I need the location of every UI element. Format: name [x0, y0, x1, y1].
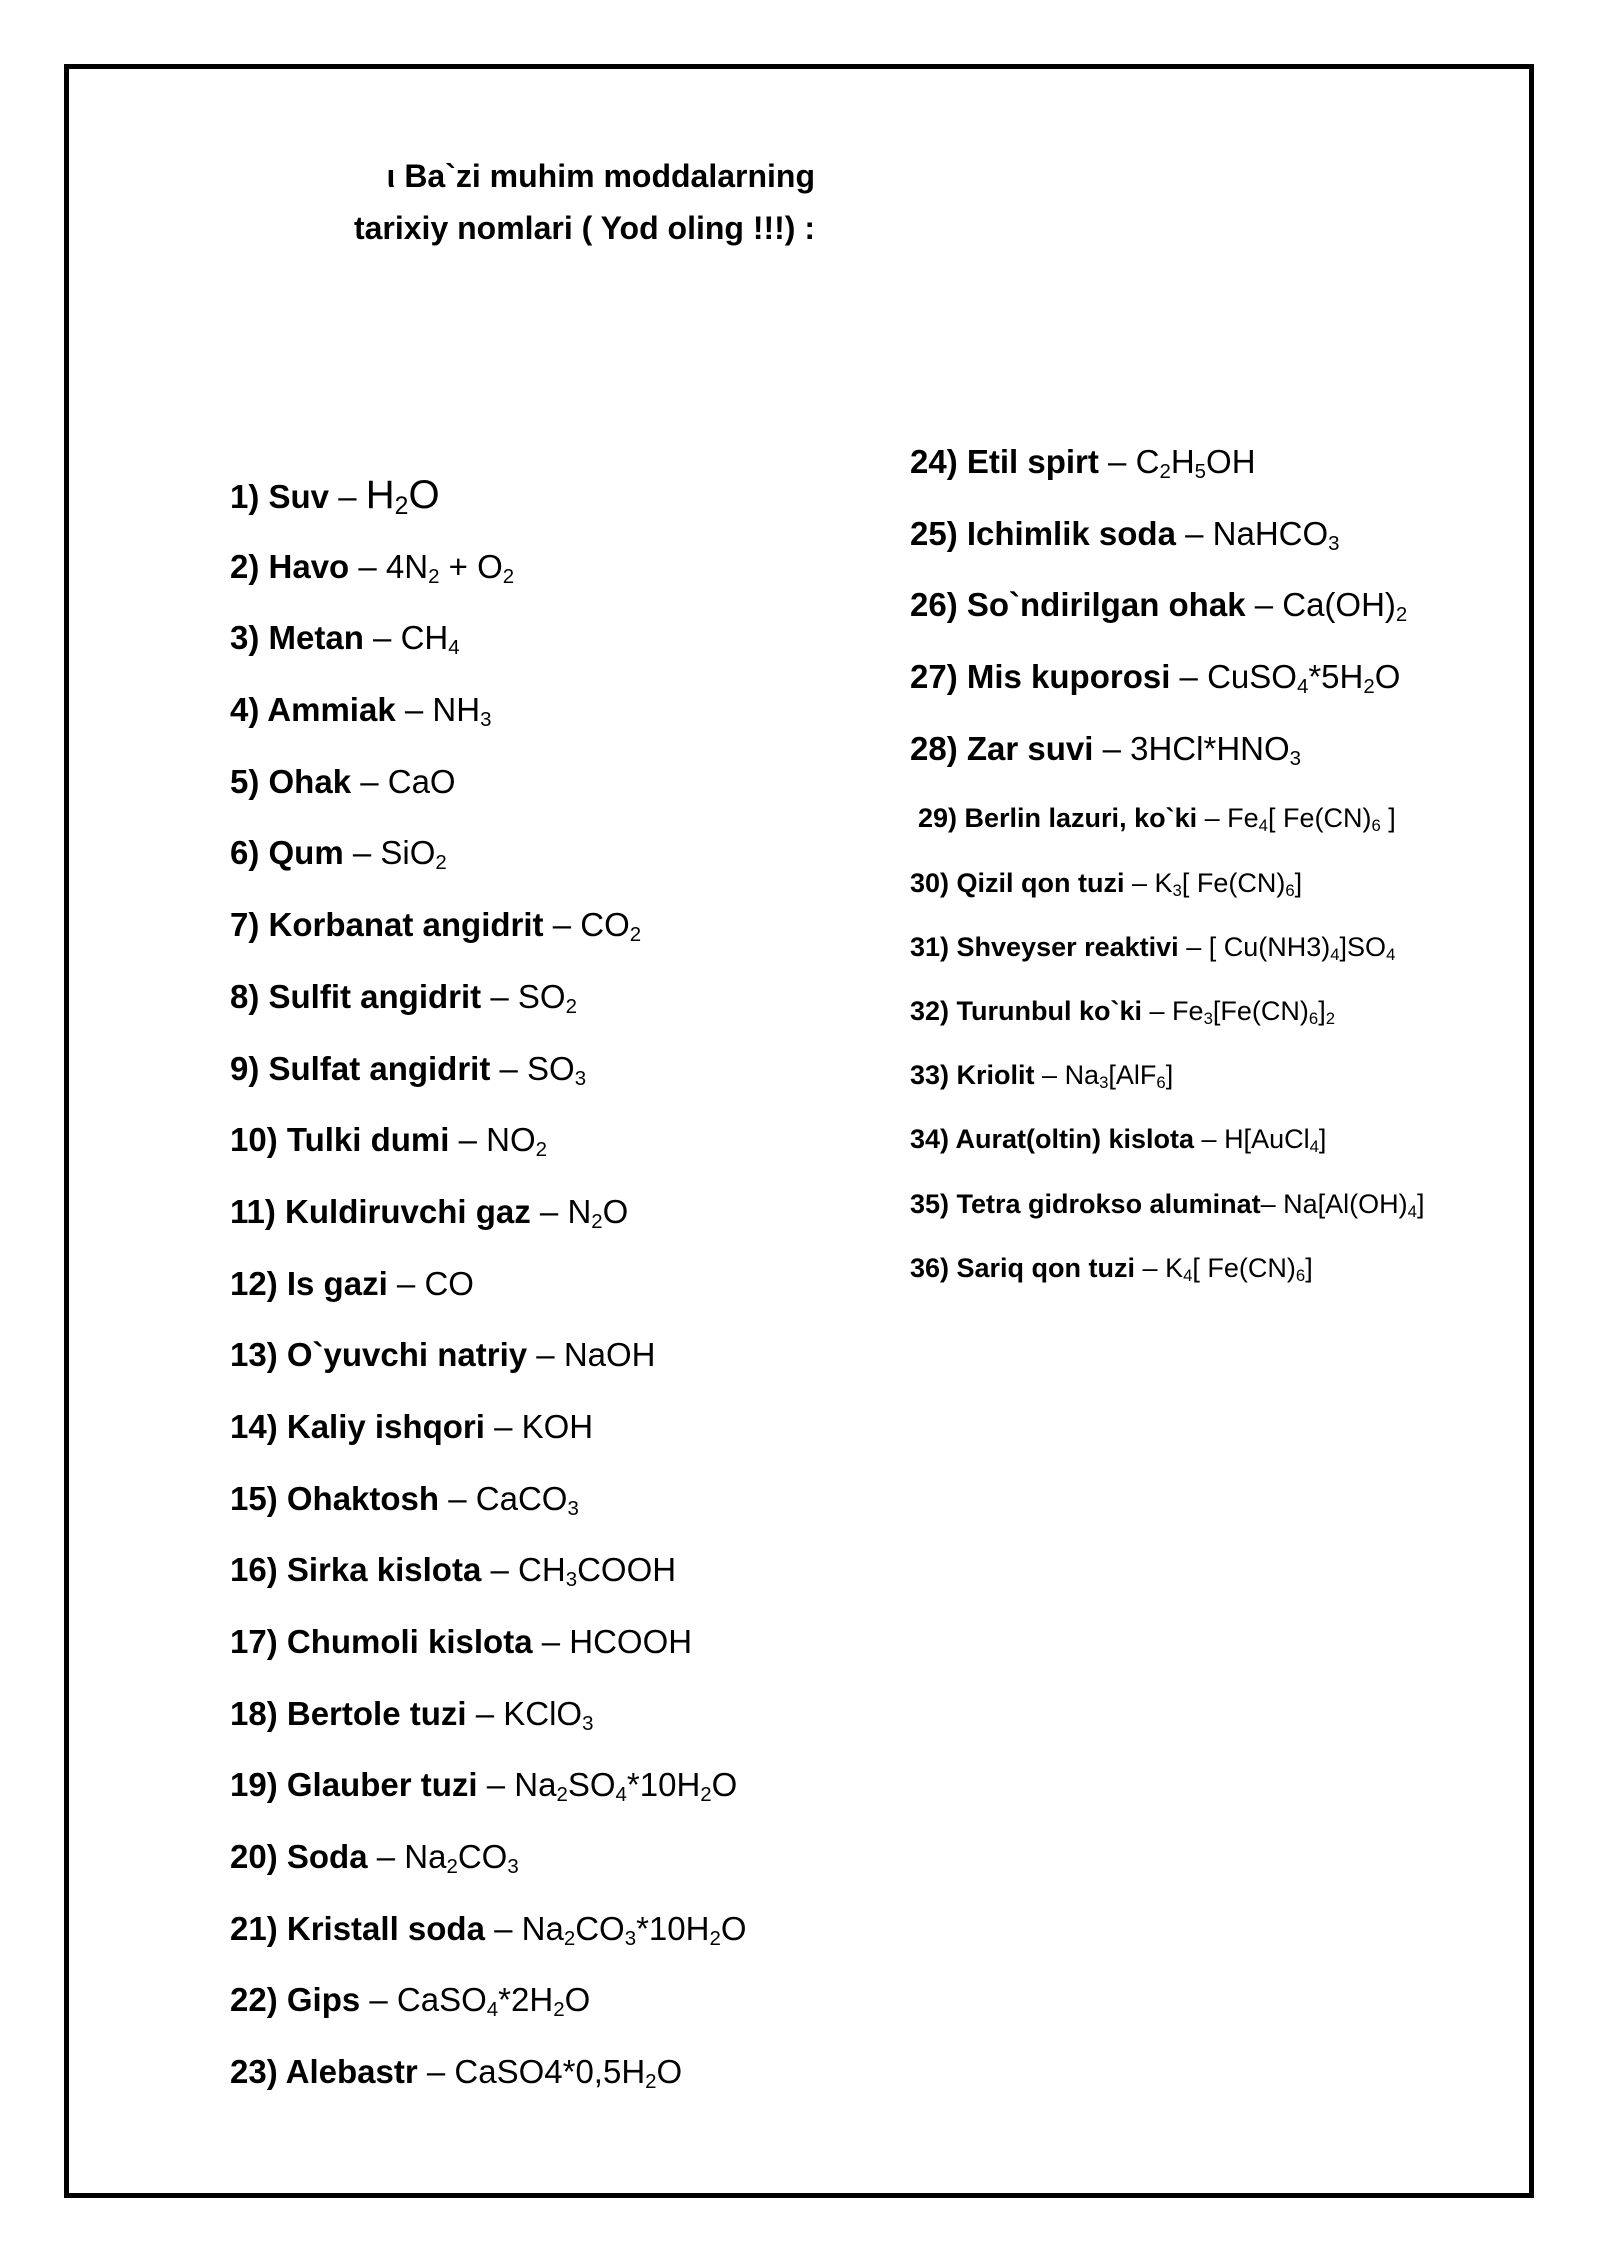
separator-dash: – — [530, 1192, 568, 1230]
chemical-formula: $CaSO_4*2H_2O$ — [396, 1981, 591, 2022]
list-item — [910, 983, 1424, 1047]
separator-dash: – — [329, 478, 366, 515]
chemical-formula: $NH_3$ — [432, 691, 492, 732]
substance-name: 3) Metan — [230, 619, 364, 657]
chemical-formula: $SO_2$ — [517, 977, 577, 1018]
substance-name: 2) Havo — [230, 547, 350, 585]
list-item — [230, 1899, 747, 1971]
list-item — [910, 647, 1424, 719]
separator-dash: – — [1142, 996, 1173, 1026]
chemical-formula: KOH — [521, 1407, 594, 1445]
chemical-formula: $CH_4$ — [400, 619, 460, 660]
separator-dash: – — [351, 762, 388, 800]
substance-name: 17) Chumoli kislota — [230, 1623, 533, 1660]
right-column-list — [910, 432, 1424, 1304]
chemical-formula: $3HCl*HNO_3$ — [1130, 729, 1302, 770]
chemical-formula: SiO$_2$ — [380, 834, 447, 875]
chemical-formula: CaO — [387, 762, 456, 800]
separator-dash: – — [1197, 803, 1228, 834]
separator-dash: – — [1175, 514, 1213, 552]
substance-name: 16) Sirka kislota — [230, 1551, 482, 1589]
chemical-formula: CO — [424, 1264, 474, 1302]
chemical-formula: $K_4$[ $Fe(CN)_6$] — [1165, 1252, 1313, 1285]
substance-name: 35) Tetra gidrokso aluminat — [910, 1188, 1261, 1219]
list-item — [230, 1755, 747, 1827]
substance-name: 7) Korbanat angidrit — [230, 906, 544, 944]
list-item — [910, 790, 1424, 854]
list-item — [230, 967, 747, 1039]
separator-dash: – — [477, 1766, 515, 1804]
chemical-formula: $CH_3COOH$ — [518, 1551, 677, 1592]
substance-name: 31) Shveyser reaktivi — [910, 931, 1179, 962]
chemical-formula: $H_2O$ — [365, 473, 440, 521]
substance-name: 15) Ohaktosh — [230, 1479, 440, 1517]
chemical-formula: $Na_2SO_4*10H_2O$ — [514, 1766, 738, 1807]
separator-dash: – — [1124, 867, 1155, 898]
chemical-formula: $CO_2$ — [580, 906, 642, 947]
list-item — [230, 537, 747, 609]
substance-name: 25) Ichimlik soda — [910, 514, 1176, 552]
substance-name: 11) Kuldiruvchi gaz — [230, 1192, 531, 1230]
chemical-formula: KClO$_3$ — [503, 1694, 594, 1735]
substance-name: 32) Turunbul ko`ki — [910, 996, 1143, 1026]
left-column-list — [230, 465, 747, 2114]
substance-name: 6) Qum — [230, 834, 344, 872]
list-item — [230, 1182, 747, 1254]
list-item — [910, 1240, 1424, 1304]
substance-name: 14) Kaliy ishqori — [230, 1407, 485, 1445]
chemical-formula: $SO_3$ — [527, 1049, 587, 1090]
separator-dash: – — [490, 1049, 528, 1087]
list-item — [230, 1254, 747, 1326]
substance-name: 12) Is gazi — [230, 1264, 388, 1302]
substance-name: 5) Ohak — [230, 762, 352, 800]
list-item — [230, 680, 747, 752]
substance-name: 20) Soda — [230, 1838, 368, 1876]
separator-dash: – — [484, 1909, 522, 1947]
substance-name: 4) Ammiak — [230, 691, 396, 729]
separator-dash: – — [1245, 586, 1283, 624]
list-item — [910, 432, 1424, 504]
chemical-formula: $CaSO4*0,5H_2O$ — [454, 2053, 683, 2094]
separator-dash: – — [543, 906, 581, 944]
chemical-formula: NaOH — [563, 1336, 656, 1374]
chemical-formula: $Fe_4$[ $Fe(CN)_6$ ] — [1227, 803, 1396, 836]
separator-dash: – — [1135, 1252, 1166, 1283]
substance-name: 10) Tulki dumi — [230, 1121, 450, 1159]
substance-name: 18) Bertole tuzi — [230, 1694, 467, 1732]
chemical-formula: $NO_2$ — [486, 1121, 547, 1162]
chemical-formula: [ $Cu(NH3)_4]SO_4$ — [1208, 931, 1396, 964]
chemical-formula: $Na_3[AlF_6]$ — [1064, 1060, 1174, 1093]
substance-name: 29) Berlin lazuri, ko`ki — [918, 803, 1198, 834]
substance-name: 8) Sulfit angidrit — [230, 977, 482, 1015]
chemical-formula: $Na_2CO_3$ — [404, 1838, 519, 1879]
list-item — [230, 1612, 747, 1684]
separator-dash: – — [363, 619, 401, 657]
list-item — [230, 1325, 747, 1397]
separator-dash: – — [466, 1694, 504, 1732]
list-item — [910, 504, 1424, 576]
separator-dash: – — [395, 691, 433, 729]
separator-dash: – — [1093, 729, 1131, 767]
list-item — [230, 752, 747, 824]
separator-dash: – — [1034, 1060, 1065, 1091]
list-item — [230, 1684, 747, 1756]
substance-name: 28) Zar suvi — [910, 729, 1094, 767]
chemical-formula: $K_3$[ $Fe(CN)_6$] — [1154, 867, 1303, 900]
list-item — [230, 465, 747, 537]
list-item — [910, 919, 1424, 983]
separator-dash: – — [527, 1336, 564, 1374]
list-item — [910, 1047, 1424, 1111]
separator-dash: – — [1170, 658, 1208, 696]
list-item — [910, 719, 1424, 791]
title-line-2: tarixiy nomlari ( Yod oling !!!) : — [353, 210, 815, 246]
chemical-formula: $Fe_3[Fe(CN)_6]_2$ — [1172, 996, 1336, 1029]
substance-name: 1) Suv — [230, 478, 330, 515]
separator-dash: – — [417, 2053, 455, 2091]
substance-name: 21) Kristall soda — [230, 1909, 485, 1947]
separator-dash: – — [367, 1838, 405, 1876]
list-item — [910, 855, 1424, 919]
separator-dash: – — [349, 547, 386, 585]
list-item — [910, 575, 1424, 647]
list-item — [910, 1176, 1424, 1240]
list-item — [230, 895, 747, 967]
list-item — [230, 1039, 747, 1111]
separator-dash: – — [360, 1981, 397, 2019]
list-item — [910, 1111, 1424, 1175]
chemical-formula: $Ca(OH)_2$ — [1282, 586, 1408, 627]
chemical-formula: $N_2O$ — [567, 1192, 629, 1233]
separator-dash: – — [1260, 1188, 1284, 1219]
chemical-formula: NaHCO$_3$ — [1212, 514, 1340, 555]
list-item — [230, 1110, 747, 1182]
substance-name: 36) Sariq qon tuzi — [910, 1252, 1136, 1283]
substance-name: 23) Alebastr — [230, 2053, 418, 2091]
chemical-formula: $Na[Al(OH)_4]$ — [1283, 1188, 1425, 1221]
substance-name: 24) Etil spirt — [910, 443, 1099, 480]
chemical-formula: $Na_2CO_3*10H_2O$ — [521, 1909, 747, 1950]
separator-dash: – — [387, 1264, 425, 1302]
substance-name: 26) So`ndirilgan ohak — [910, 586, 1246, 624]
separator-dash: – — [1194, 1124, 1225, 1155]
separator-dash: – — [481, 977, 518, 1015]
separator-dash: – — [439, 1479, 476, 1517]
list-item — [230, 1540, 747, 1612]
chemical-formula: $C_2H_5OH$ — [1135, 443, 1256, 484]
separator-dash: – — [532, 1623, 570, 1660]
chemical-formula: CaCO$_3$ — [475, 1479, 579, 1520]
chemical-formula: HCOOH — [569, 1623, 693, 1660]
list-item — [230, 1827, 747, 1899]
list-item — [230, 1469, 747, 1541]
page-title — [240, 150, 815, 254]
chemical-formula: $4N_2 + O_2$ — [385, 547, 515, 588]
list-item — [230, 2042, 747, 2114]
substance-name: 34) Aurat(oltin) kislota — [910, 1124, 1195, 1155]
substance-name: 13) O`yuvchi natriy — [230, 1336, 528, 1374]
separator-dash: – — [481, 1551, 519, 1589]
title-line-1: ι Ba`zi muhim moddalarning — [386, 158, 815, 194]
substance-name: 27) Mis kuporosi — [910, 658, 1171, 696]
separator-dash: – — [449, 1121, 487, 1159]
separator-dash: – — [1178, 931, 1209, 962]
substance-name: 22) Gips — [230, 1981, 361, 2019]
substance-name: 33) Kriolit — [910, 1060, 1035, 1091]
list-item — [230, 1397, 747, 1469]
separator-dash: – — [343, 834, 381, 872]
separator-dash: – — [484, 1407, 522, 1445]
substance-name: 30) Qizil qon tuzi — [910, 867, 1125, 898]
substance-name: 19) Glauber tuzi — [230, 1766, 478, 1804]
chemical-formula: H[AuCl$_4$] — [1224, 1124, 1327, 1157]
list-item — [230, 1970, 747, 2042]
list-item — [230, 608, 747, 680]
separator-dash: – — [1098, 443, 1136, 480]
chemical-formula: $CuSO_4*5H_2O$ — [1207, 658, 1401, 699]
substance-name: 9) Sulfat angidrit — [230, 1049, 491, 1087]
list-item — [230, 823, 747, 895]
